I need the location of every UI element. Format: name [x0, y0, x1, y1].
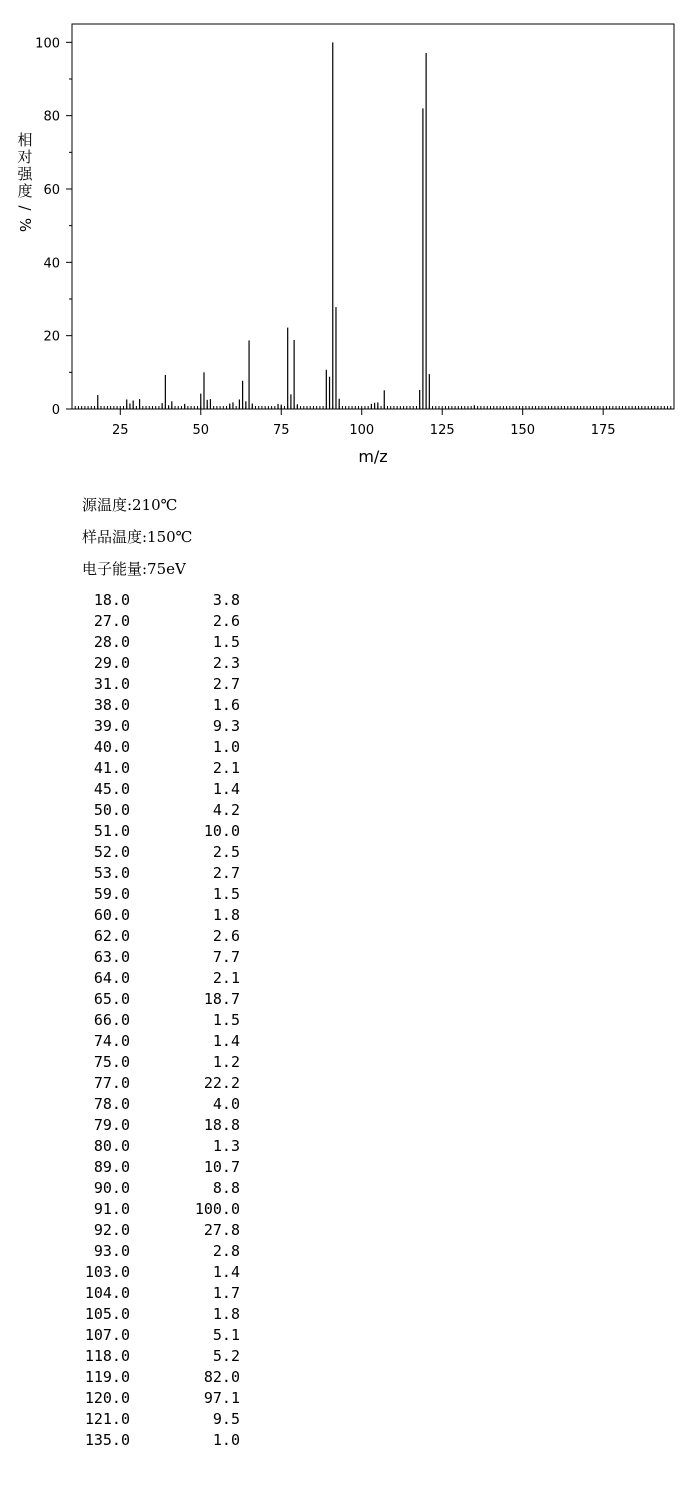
peak-row [70, 1010, 250, 1031]
peak-intensity: 18.8 [203, 1116, 240, 1134]
peak-mz: 27.0 [93, 612, 130, 630]
peak-intensity: 10.7 [203, 1158, 240, 1176]
peak-mz: 64.0 [93, 969, 130, 987]
source-temperature: 源温度:210℃ [82, 496, 178, 514]
peak-mz: 31.0 [93, 675, 130, 693]
peak-row [70, 1178, 250, 1199]
peak-row [70, 863, 250, 884]
peak-row [70, 905, 250, 926]
peak-mz: 53.0 [93, 864, 130, 882]
peak-mz: 74.0 [93, 1032, 130, 1050]
peak-intensity: 2.8 [212, 1242, 240, 1260]
y-label-char: % [16, 217, 34, 233]
peak-row [70, 800, 250, 821]
peak-row [70, 1409, 250, 1430]
peak-row [70, 1262, 250, 1283]
peak-intensity: 1.4 [212, 1032, 240, 1050]
peak-intensity: 1.4 [212, 1263, 240, 1281]
peak-mz: 80.0 [93, 1137, 130, 1155]
peak-intensity: 1.0 [212, 1431, 240, 1449]
y-label-char: 强 [17, 165, 33, 183]
peak-intensity: 2.7 [212, 675, 240, 693]
peak-intensity: 27.8 [203, 1221, 240, 1239]
peak-row [70, 926, 250, 947]
y-label-char: 对 [17, 148, 33, 166]
peak-row [70, 779, 250, 800]
peak-intensity: 1.5 [212, 633, 240, 651]
y-label-char: / [16, 205, 34, 211]
y-tick-label: 40 [43, 256, 60, 272]
peak-intensity: 9.5 [212, 1410, 240, 1428]
y-tick-labels [35, 36, 60, 418]
peak-intensity: 82.0 [203, 1368, 240, 1386]
peak-row [70, 1052, 250, 1073]
peak-intensity: 2.3 [212, 654, 240, 672]
x-tick-labels [112, 423, 616, 438]
peak-mz: 78.0 [93, 1095, 130, 1113]
peak-mz: 92.0 [93, 1221, 130, 1239]
peak-row [70, 1094, 250, 1115]
peak-intensity: 10.0 [203, 822, 240, 840]
peak-mz: 121.0 [84, 1410, 130, 1428]
peak-row [70, 674, 250, 695]
peak-intensity: 1.4 [212, 780, 240, 798]
peak-mz: 90.0 [93, 1179, 130, 1197]
peak-row [70, 758, 250, 779]
peak-row [70, 695, 250, 716]
peak-intensity: 18.7 [203, 990, 240, 1008]
peak-intensity: 3.8 [212, 591, 240, 609]
y-tick-label: 20 [43, 329, 60, 345]
y-tick-label: 100 [35, 36, 60, 52]
y-label-char: 度 [17, 182, 33, 200]
peak-mz: 50.0 [93, 801, 130, 819]
x-tick-label: 25 [112, 423, 129, 438]
peak-intensity: 2.1 [212, 759, 240, 777]
peak-intensity: 1.6 [212, 696, 240, 714]
peak-mz: 59.0 [93, 885, 130, 903]
peak-intensity: 1.2 [212, 1053, 240, 1071]
peak-row [70, 1325, 250, 1346]
peak-row [70, 1430, 250, 1451]
peak-row [70, 1031, 250, 1052]
mass-spectrum-chart [0, 0, 687, 480]
peak-mz: 39.0 [93, 717, 130, 735]
y-tick-label: 60 [43, 183, 60, 198]
peak-row [70, 653, 250, 674]
y-label-char: 相 [17, 131, 33, 149]
electron-energy: 电子能量:75eV [82, 560, 186, 578]
peak-intensity: 1.8 [212, 906, 240, 924]
peak-row [70, 1304, 250, 1325]
peak-mz: 79.0 [93, 1116, 130, 1134]
peak-mz: 65.0 [93, 990, 130, 1008]
peak-intensity: 9.3 [212, 717, 240, 735]
peak-intensity: 1.0 [212, 738, 240, 756]
peak-mz: 89.0 [93, 1158, 130, 1176]
peak-row [70, 632, 250, 653]
peak-mz: 104.0 [84, 1284, 130, 1302]
peak-row [70, 737, 250, 758]
peak-intensity: 1.5 [212, 885, 240, 903]
peak-table [70, 590, 250, 1451]
peak-row [70, 1241, 250, 1262]
peak-intensity: 4.2 [212, 801, 240, 819]
peak-mz: 119.0 [84, 1368, 130, 1386]
peak-mz: 28.0 [93, 633, 130, 651]
peak-row [70, 1367, 250, 1388]
peak-mz: 52.0 [93, 843, 130, 861]
peak-row [70, 968, 250, 989]
peak-row [70, 1157, 250, 1178]
peak-intensity: 100.0 [194, 1200, 240, 1218]
peak-row [70, 1073, 250, 1094]
peak-row [70, 590, 250, 611]
peak-row [70, 884, 250, 905]
peak-mz: 29.0 [93, 654, 130, 672]
peak-mz: 118.0 [84, 1347, 130, 1365]
peak-mz: 135.0 [84, 1431, 130, 1449]
peak-mz: 51.0 [93, 822, 130, 840]
peak-mz: 103.0 [84, 1263, 130, 1281]
x-tick-label: 150 [510, 423, 536, 438]
peak-intensity: 1.3 [212, 1137, 240, 1155]
peak-mz: 93.0 [93, 1242, 130, 1260]
y-tick-label: 0 [51, 403, 60, 418]
peak-mz: 91.0 [93, 1200, 130, 1218]
peak-intensity: 2.7 [212, 864, 240, 882]
peak-mz: 120.0 [84, 1389, 130, 1407]
peak-row [70, 1220, 250, 1241]
peak-mz: 38.0 [93, 696, 130, 714]
x-tick-label: 75 [272, 423, 290, 438]
peak-row [70, 1388, 250, 1409]
x-tick-label: 125 [429, 423, 455, 438]
y-tick-label: 80 [43, 109, 60, 125]
peak-row [70, 1283, 250, 1304]
peak-mz: 40.0 [93, 738, 130, 756]
plot-frame [72, 24, 674, 409]
peak-intensity: 97.1 [203, 1389, 240, 1407]
x-axis-label: m/z [358, 447, 388, 466]
peak-intensity: 1.5 [212, 1011, 240, 1029]
peak-row [70, 947, 250, 968]
peak-row [70, 611, 250, 632]
peak-intensity: 8.8 [212, 1179, 240, 1197]
sample-temperature: 样品温度:150℃ [82, 528, 193, 546]
peak-intensity: 5.2 [212, 1347, 240, 1365]
peak-intensity: 5.1 [212, 1326, 240, 1344]
peak-row [70, 1136, 250, 1157]
peak-intensity: 1.7 [212, 1284, 240, 1302]
x-tick-label: 50 [192, 423, 210, 438]
peak-mz: 66.0 [93, 1011, 130, 1029]
x-tick-label: 175 [590, 423, 616, 438]
peak-intensity: 1.8 [212, 1305, 240, 1323]
y-tick-marks [66, 42, 72, 409]
peak-intensity: 2.6 [212, 927, 240, 945]
peak-intensity: 2.1 [212, 969, 240, 987]
peak-row [70, 1346, 250, 1367]
peak-intensity: 2.6 [212, 612, 240, 630]
peak-mz: 77.0 [93, 1074, 130, 1092]
peak-row [70, 716, 250, 737]
peak-row [70, 842, 250, 863]
peak-intensity: 2.5 [212, 843, 240, 861]
x-tick-marks [120, 409, 603, 415]
peak-intensity: 22.2 [203, 1074, 240, 1092]
spectrum-bars [98, 42, 475, 409]
peak-row [70, 1115, 250, 1136]
peak-mz: 62.0 [93, 927, 130, 945]
y-axis-label [16, 131, 34, 232]
peak-mz: 75.0 [93, 1053, 130, 1071]
peak-mz: 63.0 [93, 948, 130, 966]
peak-mz: 60.0 [93, 906, 130, 924]
peak-mz: 18.0 [93, 591, 130, 609]
peak-row [70, 821, 250, 842]
peak-row [70, 1199, 250, 1220]
peak-intensity: 7.7 [212, 948, 240, 966]
peak-mz: 45.0 [93, 780, 130, 798]
peak-mz: 107.0 [84, 1326, 130, 1344]
peak-mz: 105.0 [84, 1305, 130, 1323]
x-tick-label: 100 [349, 423, 375, 438]
peak-row [70, 989, 250, 1010]
peak-intensity: 4.0 [212, 1095, 240, 1113]
peak-mz: 41.0 [93, 759, 130, 777]
